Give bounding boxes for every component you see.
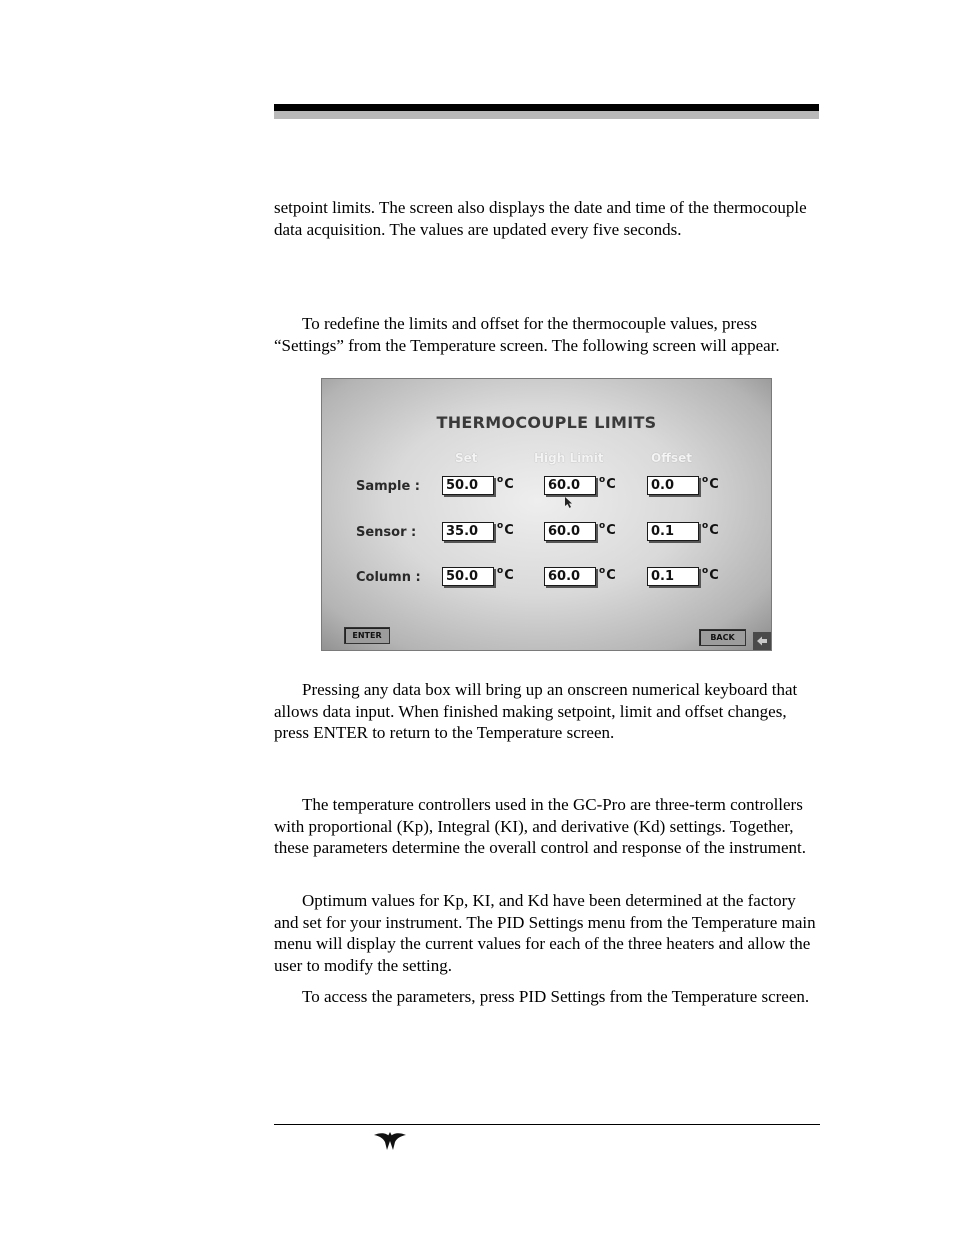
paragraph-setpoint-limits: setpoint limits. The screen also displays the date and time of the thermocouple data acquisition. The values are updated every five seconds. <box>274 198 807 239</box>
unit-celsius: $^o$C <box>497 566 514 583</box>
unit-celsius: $^o$C <box>599 475 616 492</box>
column-header-high-limit: High Limit <box>534 451 604 465</box>
enter-button[interactable]: ENTER <box>344 627 390 644</box>
paragraph-temperature-controllers: The temperature controllers used in the GC-Pro are three-term controllers with proportional (Kp), Integral (KI), and derivative (Kd) settings. Together, these parameters determine the overall control and response of the instrument. <box>274 795 807 858</box>
sample-set-field[interactable]: 50.0 <box>442 476 494 495</box>
footer-rule <box>274 1124 820 1125</box>
row-label-column: Column : <box>356 570 421 585</box>
column-header-offset: Offset <box>651 451 692 465</box>
header-rule <box>274 104 819 111</box>
paragraph-redefine-limits: To redefine the limits and offset for the thermocouple values, press “Settings” from the Temperature screen. The following screen will appear. <box>274 314 780 355</box>
paragraph-optimum-values: Optimum values for Kp, KI, and Kd have been determined at the factory and set for your instrument. The PID Settings menu from the Temperature main menu will display the current values for each of the three heaters and allow the user to modify the setting. <box>274 891 816 975</box>
column-header-set: Set <box>455 451 478 465</box>
column-set-field[interactable]: 50.0 <box>442 567 494 586</box>
column-offset-field[interactable]: 0.1 <box>647 567 699 586</box>
row-label-sample: Sample : <box>356 479 420 494</box>
back-button[interactable]: BACK <box>699 629 746 646</box>
column-high-limit-field[interactable]: 60.0 <box>544 567 596 586</box>
row-label-sensor: Sensor : <box>356 525 417 540</box>
unit-celsius: $^o$C <box>599 566 616 583</box>
unit-celsius: $^o$C <box>497 475 514 492</box>
sensor-offset-field[interactable]: 0.1 <box>647 522 699 541</box>
unit-celsius: $^o$C <box>497 521 514 538</box>
unit-celsius: $^o$C <box>702 475 719 492</box>
header-rule-shadow <box>274 111 819 119</box>
thermocouple-limits-screen <box>321 378 772 651</box>
paragraph-access-parameters: To access the parameters, press PID Settings from the Temperature screen. <box>302 987 810 1006</box>
arrow-left-icon <box>753 632 771 650</box>
paragraph-data-box: Pressing any data box will bring up an onscreen numerical keyboard that allows data input. When finished making setpoint, limit and offset changes, press ENTER to return to the Temperature screen. <box>274 680 798 743</box>
teledyne-logo-icon <box>372 1131 408 1151</box>
sensor-set-field[interactable]: 35.0 <box>442 522 494 541</box>
sensor-high-limit-field[interactable]: 60.0 <box>544 522 596 541</box>
screen-title: THERMOCOUPLE LIMITS <box>436 413 657 432</box>
nav-arrow-button[interactable] <box>753 632 771 650</box>
unit-celsius: $^o$C <box>702 566 719 583</box>
unit-celsius: $^o$C <box>702 521 719 538</box>
sample-high-limit-field[interactable]: 60.0 <box>544 476 596 495</box>
unit-celsius: $^o$C <box>599 521 616 538</box>
mouse-pointer-icon <box>565 497 573 508</box>
sample-offset-field[interactable]: 0.0 <box>647 476 699 495</box>
